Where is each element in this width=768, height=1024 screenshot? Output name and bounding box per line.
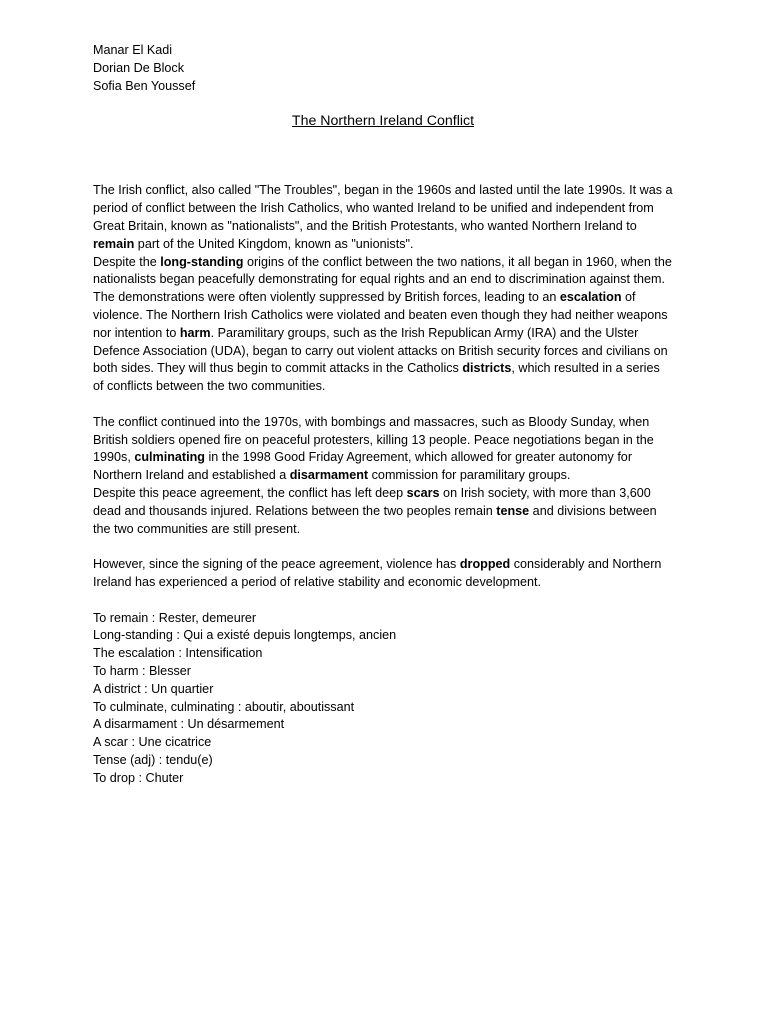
- author-name: Manar El Kadi: [93, 43, 173, 57]
- paragraph: [93, 182, 673, 253]
- text-run: . Paramilitary groups, such as the Irish Republican Army (IRA) and the Ulster Defence Association (UDA), began to carry out violent attacks on British security forces and civilians on both sides. They will thus begin to commit attacks in the Catholics: [93, 325, 668, 376]
- vocabulary-item: To culminate, culminating : aboutir, aboutissant: [93, 699, 355, 714]
- highlighted-term: culminating: [134, 450, 205, 465]
- document-body: [93, 182, 673, 609]
- document-title: The Northern Ireland Conflict: [291, 113, 475, 130]
- text-run: and divisions between the two communities are still present.: [93, 503, 657, 536]
- vocabulary-item: To remain : Rester, demeurer: [93, 610, 257, 625]
- paragraph-spacer: [93, 538, 673, 556]
- text-run: on Irish society, with more than 3,600 dead and thousands injured. Relations between the two peoples remain: [93, 485, 651, 518]
- vocabulary-item: A disarmament : Un désarmement: [93, 717, 285, 732]
- vocabulary-item: Long-standing : Qui a existé depuis longtemps, ancien: [93, 628, 397, 643]
- text-run: The Irish conflict, also called "The Troubles", began in the 1960s and lasted until the late 1990s. It was a period of conflict between the Irish Catholics, who wanted Ireland to be unified and independent from Great Britain, known as "nationalists", and the British Protestants, who wanted Northern Ireland to: [93, 183, 673, 233]
- text-run: Despite this peace agreement, the conflict has left deep: [93, 485, 407, 500]
- vocabulary-list: [93, 610, 673, 788]
- highlighted-term: dropped: [459, 557, 511, 572]
- paragraph-spacer: [93, 396, 673, 414]
- vocabulary-item: The escalation : Intensification: [93, 646, 263, 661]
- vocabulary-item: A district : Un quartier: [93, 681, 214, 696]
- vocabulary-item: Tense (adj) : tendu(e): [93, 752, 213, 767]
- text-run: The conflict continued into the 1970s, with bombings and massacres, such as Bloody Sunday, when British soldiers opened fire on peaceful protesters, killing 13 people. Peace negotiations began in the 1990s,: [93, 414, 654, 465]
- text-run: in the 1998 Good Friday Agreement, which allowed for greater autonomy for Northern Ireland and established a: [93, 450, 633, 483]
- vocabulary-item: To harm : Blesser: [93, 663, 191, 678]
- highlighted-term: scars: [406, 485, 440, 500]
- author-name: Dorian De Block: [93, 60, 184, 75]
- paragraph: [93, 485, 673, 538]
- highlighted-term: tense: [496, 503, 530, 518]
- highlighted-term: long-standing: [160, 254, 244, 269]
- paragraph-spacer: [93, 592, 673, 610]
- paragraph: [93, 414, 673, 485]
- text-run: of violence. The Northern Irish Catholics were violated and beaten even though they had neither weapons nor intention to: [93, 290, 668, 340]
- document-page: [93, 42, 673, 787]
- author-name: Sofia Ben Youssef: [93, 78, 196, 93]
- author-list: [93, 42, 673, 95]
- highlighted-term: disarmament: [289, 468, 369, 483]
- highlighted-term: remain: [93, 236, 135, 251]
- vocabulary-item: A scar : Une cicatrice: [93, 735, 212, 750]
- text-run: commission for paramilitary groups.: [368, 468, 571, 483]
- text-run: part of the United Kingdom, known as "unionists".: [134, 236, 414, 251]
- paragraph: [93, 254, 673, 396]
- paragraph: [93, 556, 673, 592]
- text-run: , which resulted in a series of conflicts between the two communities.: [93, 361, 660, 394]
- vocabulary-item: To drop : Chuter: [93, 770, 184, 785]
- highlighted-term: escalation: [559, 290, 622, 305]
- highlighted-term: districts: [462, 361, 512, 376]
- text-run: origins of the conflict between the two nations, it all began in 1960, when the nationalists began peacefully demonstrating for equal rights and an end to discrimination against them. The demonstrations were often violently suppressed by British forces, leading to an: [93, 254, 672, 305]
- text-run: Despite the: [93, 254, 161, 269]
- text-run: considerably and Northern Ireland has experienced a period of relative stability and economic development.: [93, 557, 662, 589]
- highlighted-term: harm: [179, 325, 211, 340]
- text-run: However, since the signing of the peace agreement, violence has: [93, 557, 460, 572]
